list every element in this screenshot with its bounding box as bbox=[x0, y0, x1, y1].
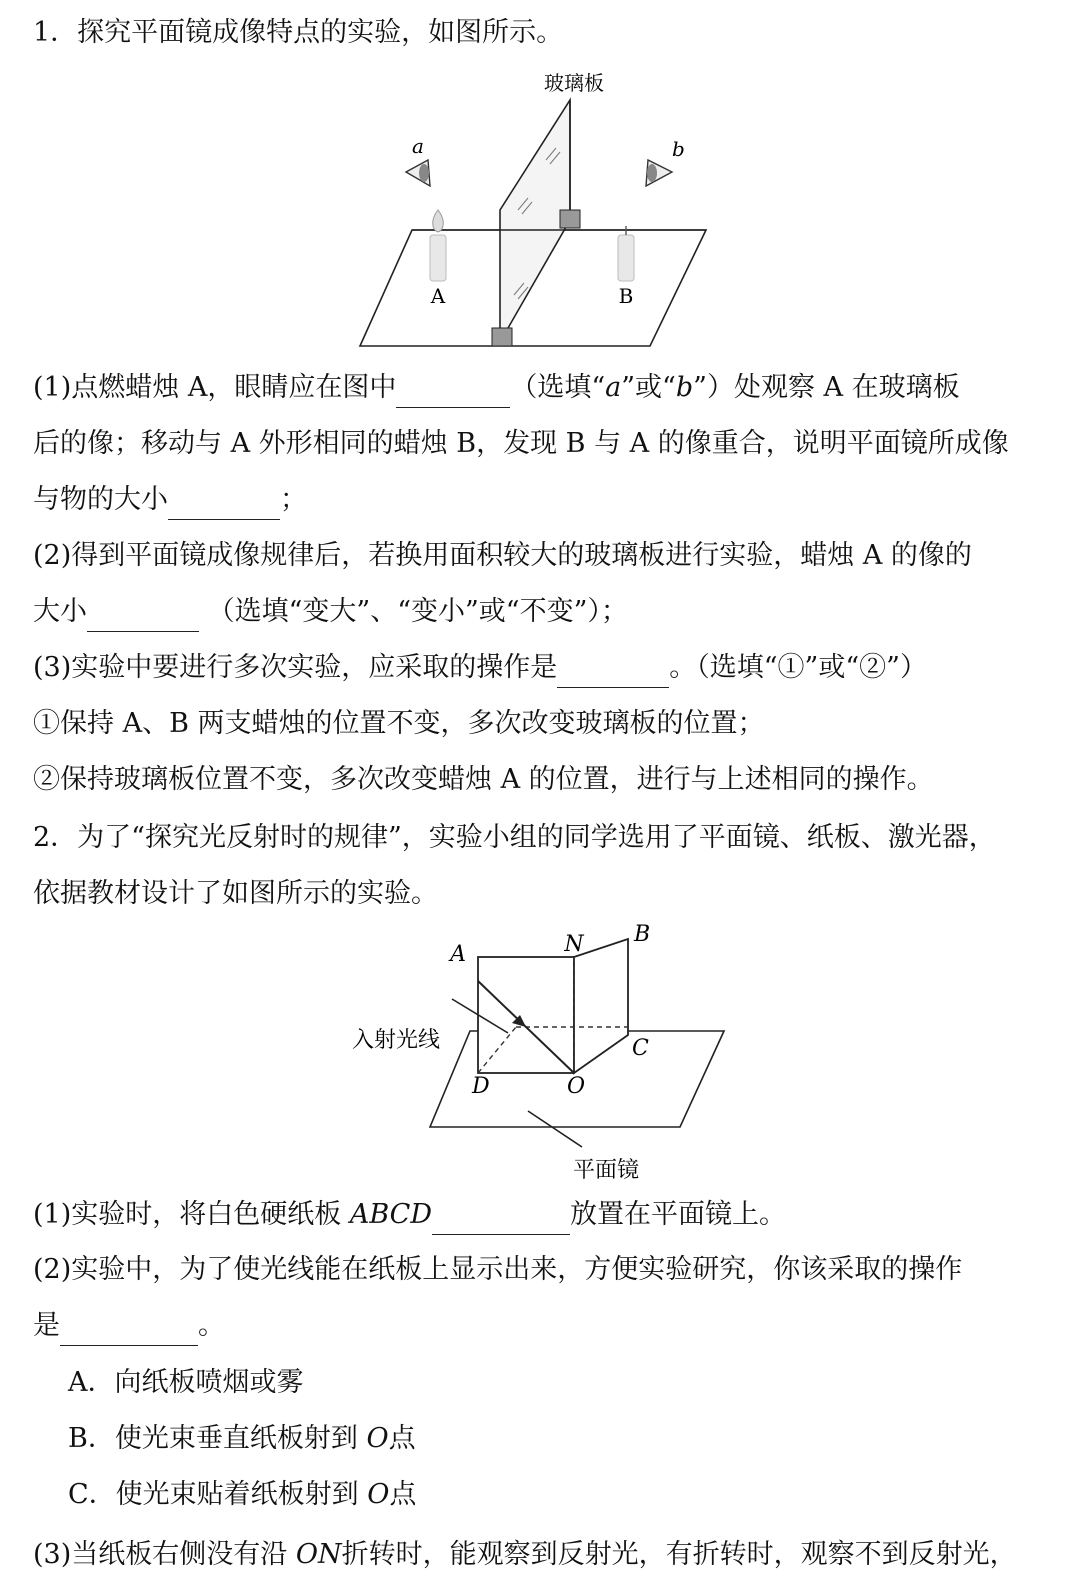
candle-a bbox=[430, 235, 446, 281]
label-C: C bbox=[632, 1036, 649, 1061]
candle-flame bbox=[433, 210, 444, 232]
q1-p3-line1: (3)实验中要进行多次实验，应采取的操作是 。（选填“①”或“②”） bbox=[33, 648, 927, 688]
q2-option-c: C．使光束贴着纸板射到 O点 bbox=[68, 1479, 417, 1510]
board-right bbox=[574, 939, 628, 1073]
q2-title-line2: 依据教材设计了如图所示的实验。 bbox=[33, 878, 438, 909]
label-O: O bbox=[566, 1074, 586, 1099]
clip-top bbox=[560, 210, 580, 228]
q1-p1-line2: 后的像；移动与 A 外形相同的蜡烛 B，发现 B 与 A 的像重合，说明平面镜所成像 bbox=[33, 428, 1009, 459]
reflection-figure bbox=[330, 915, 740, 1190]
q1-option-2: ②保持玻璃板位置不变，多次改变蜡烛 A 的位置，进行与上述相同的操作。 bbox=[33, 764, 934, 795]
q1-p2-line2: 大小 （选填“变大”、“变小”或“不变”）； bbox=[33, 592, 628, 632]
q2-option-a: A．向纸板喷烟或雾 bbox=[68, 1367, 304, 1398]
eye-a-icon bbox=[406, 160, 430, 186]
q1-p2-line1: (2)得到平面镜成像规律后，若换用面积较大的玻璃板进行实验，蜡烛 A 的像的 bbox=[33, 540, 972, 571]
q1-option-1: ①保持 A、B 两支蜡烛的位置不变，多次改变玻璃板的位置； bbox=[33, 708, 765, 739]
incident-ray-label: 入射光线 bbox=[351, 1028, 441, 1053]
answer-blank-1[interactable] bbox=[396, 377, 510, 408]
plane-mirror-figure bbox=[350, 60, 720, 360]
q2-title-line1: 2．为了“探究光反射时的规律”，实验小组的同学选用了平面镜、纸板、激光器， bbox=[33, 822, 996, 853]
answer-blank-5[interactable] bbox=[432, 1204, 570, 1235]
q1-title: 1．探究平面镜成像特点的实验，如图所示。 bbox=[33, 17, 564, 48]
label-D: D bbox=[472, 1074, 490, 1099]
candle-a-label: A bbox=[430, 284, 446, 308]
q2-p2-line2: 是 。 bbox=[33, 1306, 225, 1346]
candle-b-label: B bbox=[618, 284, 634, 308]
q2-p1: (1)实验时，将白色硬纸板 ABCD 放置在平面镜上。 bbox=[33, 1195, 786, 1235]
q1-p1-line1: (1)点燃蜡烛 A，眼睛应在图中 （选填“a”或“b”）处观察 A 在玻璃板 bbox=[33, 368, 960, 408]
q1-p1-line3: 与物的大小 ； bbox=[33, 480, 307, 520]
label-N: N bbox=[564, 932, 584, 957]
answer-blank-6[interactable] bbox=[60, 1315, 198, 1346]
glass-plate-label: 玻璃板 bbox=[544, 71, 604, 95]
eye-a-label: a bbox=[412, 134, 424, 158]
label-B: B bbox=[634, 922, 651, 947]
q2-p3: (3)当纸板右侧没有沿 ON折转时，能观察到反射光，有折转时，观察不到反射光， bbox=[33, 1539, 1017, 1570]
q2-option-b: B．使光束垂直纸板射到 O点 bbox=[68, 1423, 416, 1454]
label-A: A bbox=[450, 942, 466, 967]
eye-b-icon bbox=[646, 160, 672, 186]
answer-blank-3[interactable] bbox=[87, 601, 199, 632]
q2-p2-line1: (2)实验中，为了使光线能在纸板上显示出来，方便实验研究，你该采取的操作 bbox=[33, 1254, 963, 1285]
mirror-label: 平面镜 bbox=[572, 1158, 640, 1183]
answer-blank-2[interactable] bbox=[168, 489, 280, 520]
answer-blank-4[interactable] bbox=[557, 657, 669, 688]
clip-bottom bbox=[492, 328, 512, 346]
eye-b-label: b bbox=[672, 137, 685, 161]
candle-b bbox=[618, 235, 634, 281]
